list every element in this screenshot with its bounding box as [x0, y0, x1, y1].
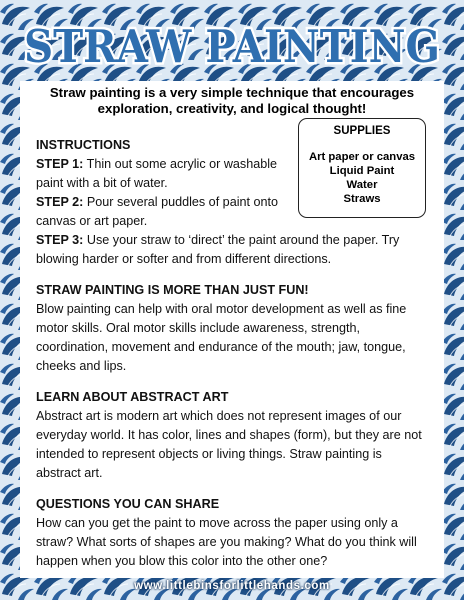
supplies-heading: SUPPLIES	[333, 125, 391, 137]
supplies-item: Water	[346, 179, 378, 191]
footer-url: www.littlebinsforlittlehands.com	[134, 580, 330, 592]
step-text: Thin out some acrylic or washable paint with a bit of water.	[36, 157, 278, 190]
step-text: Use your straw to ‘direct’ the paint around the paper. Try blowing harder or softer and from different directions.	[36, 233, 400, 266]
step-1	[36, 155, 294, 193]
supplies-item: Art paper or canvas	[308, 151, 416, 163]
section-body: How can you get the paint to move across the paper using only a straw? What sorts of shapes are you making? What do you think will happen when you blow this color into the other one?	[36, 516, 417, 568]
supplies-item: Straws	[343, 193, 381, 205]
intro-text: Straw painting is a very simple technique that encourages exploration, creativity, and logical thought!	[49, 85, 415, 116]
section-heading: LEARN ABOUT ABSTRACT ART	[36, 390, 229, 404]
step-text: Pour several puddles of paint onto canvas or art paper.	[36, 195, 279, 228]
instructions-heading: INSTRUCTIONS	[36, 138, 131, 152]
step-label: STEP 2:	[36, 195, 84, 209]
section-heading: STRAW PAINTING IS MORE THAN JUST FUN!	[36, 283, 309, 297]
section-body: Blow painting can help with oral motor development as well as fine motor skills. Oral motor skills include awareness, strength, coordination, movement and endurance of the mouth; jaw, tongue, cheeks and lips.	[36, 302, 407, 373]
section-heading: QUESTIONS YOU CAN SHARE	[36, 497, 220, 511]
step-label: STEP 1:	[36, 157, 84, 171]
section-body: Abstract art is modern art which does not represent images of our everyday world. It has color, lines and shapes (form), but they are not intended to represent objects or living things. Straw painting is abstract art.	[36, 409, 422, 480]
step-label: STEP 3:	[36, 233, 84, 247]
step-3	[36, 231, 428, 269]
supplies-item: Liquid Paint	[329, 165, 395, 177]
main-content	[36, 136, 428, 571]
step-2	[36, 193, 294, 231]
title-text: STRAW PAINTING	[24, 20, 440, 73]
page-title	[0, 6, 464, 76]
